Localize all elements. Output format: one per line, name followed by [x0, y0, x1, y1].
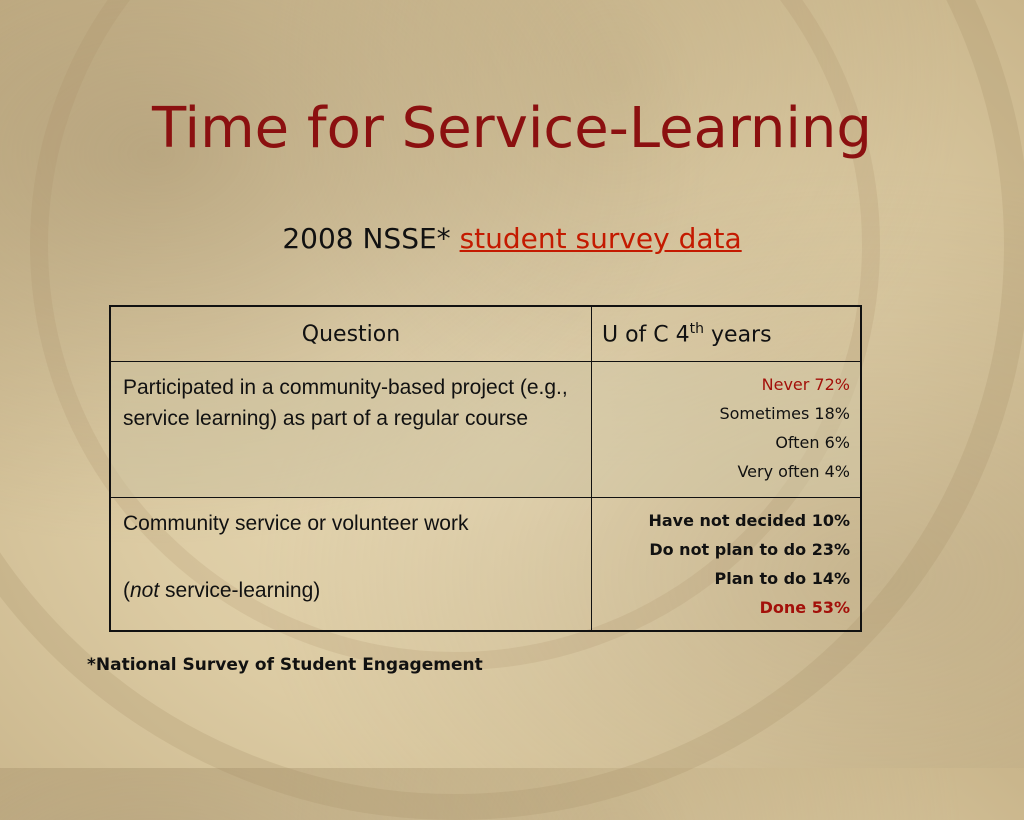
question-line-note [123, 575, 579, 606]
question-line: Community service or volunteer work [123, 512, 469, 535]
paren-open: ( [123, 579, 130, 602]
slide-title: Time for Service-Learning [152, 96, 872, 161]
slide-subtitle [0, 222, 1024, 255]
line-gap [123, 539, 579, 575]
answer-item: Have not decided 10% [648, 511, 850, 530]
survey-table [109, 305, 862, 632]
answer-item: Do not plan to do 23% [649, 540, 850, 559]
question-cell: Participated in a community-based project (e.g., service learning) as part of a regular course [110, 362, 592, 498]
emphasis-not: not [130, 579, 160, 602]
group-header-prefix: U of C 4 [602, 322, 690, 348]
footnote: *National Survey of Student Engagement [87, 655, 483, 675]
group-column-header [592, 306, 862, 362]
subtitle-prefix: 2008 NSSE* [282, 222, 451, 255]
table-row [110, 498, 861, 632]
answer-item: Done 53% [759, 598, 850, 617]
question-column-header: Question [110, 306, 592, 362]
answers-cell [592, 362, 862, 498]
question-note-rest: service-learning) [159, 579, 321, 602]
answer-item: Very often 4% [737, 462, 850, 481]
survey-data-link[interactable]: student survey data [459, 222, 742, 255]
table-header-row [110, 306, 861, 362]
group-header-superscript: th [689, 320, 705, 337]
group-header-suffix: years [704, 322, 772, 348]
answer-item: Plan to do 14% [714, 569, 850, 588]
answer-item: Sometimes 18% [719, 404, 850, 423]
answer-item: Never 72% [761, 375, 850, 394]
question-cell [110, 498, 592, 632]
answer-item: Often 6% [775, 433, 850, 452]
answers-cell [592, 498, 862, 632]
table-row [110, 362, 861, 498]
